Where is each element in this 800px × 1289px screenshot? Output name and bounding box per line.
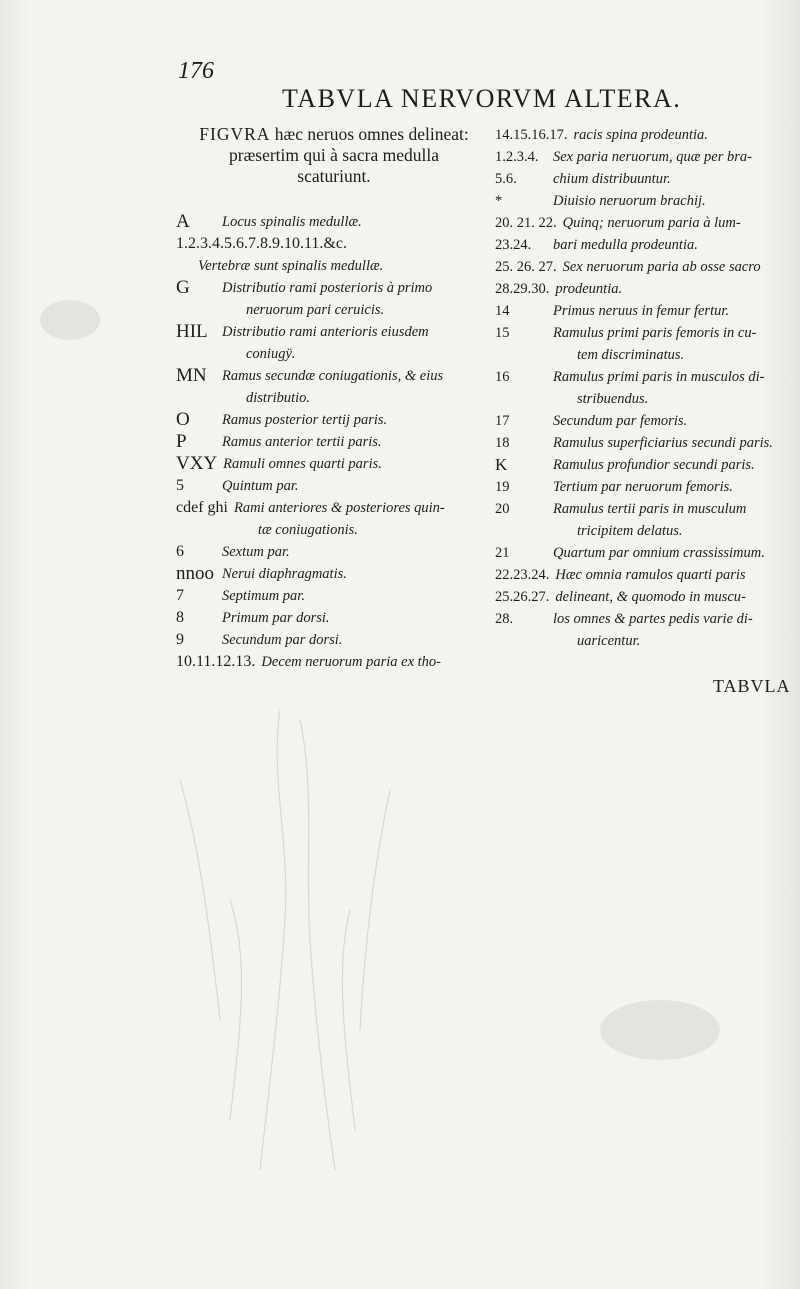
legend-key: 28.29.30. [495, 281, 550, 297]
legend-entry [176, 541, 492, 563]
legend-key: 5 [176, 477, 184, 494]
legend-text-line: Sextum par. [222, 544, 290, 560]
legend-key: 9 [176, 631, 184, 648]
legend-text-line: Ramus secundæ coniugationis, & eius [222, 368, 444, 384]
legend-key: G [176, 277, 190, 298]
legend-entry [495, 322, 790, 366]
legend-key: A [176, 211, 190, 232]
legend-text-line: Ramulus superficiarius secundi paris. [553, 435, 773, 451]
legend-entry [176, 497, 492, 541]
legend-entry [176, 475, 492, 497]
legend-text-line: Diuisio neruorum brachij. [553, 193, 706, 209]
legend-entry [495, 454, 790, 476]
legend-key: 1.2.3.4. [495, 149, 539, 165]
running-head: TABVLA NERVORVM ALTERA. [282, 84, 682, 113]
left-legend-list [176, 211, 492, 673]
legend-entry [495, 278, 790, 300]
intro-first-word: FIGVRA [199, 124, 271, 144]
legend-text-line: neruorum pari ceruicis. [246, 302, 385, 318]
legend-text [553, 366, 790, 410]
legend-entry [495, 608, 790, 652]
legend-text [222, 277, 492, 321]
legend-text [553, 476, 790, 498]
legend-key: 22.23.24. [495, 567, 550, 583]
legend-entry [495, 410, 790, 432]
legend-key: VXY [176, 453, 218, 474]
legend-key: 10.11.12.13. [176, 653, 256, 670]
legend-text [555, 278, 790, 300]
legend-text-line: tem discriminatus. [577, 347, 685, 363]
legend-text [222, 409, 492, 431]
legend-key: nnoo [176, 563, 214, 584]
legend-text-line: delineant, & quomodo in muscu- [555, 589, 746, 605]
legend-entry [176, 233, 492, 255]
legend-text [553, 300, 790, 322]
legend-text-line: Ramus anterior tertii paris. [222, 434, 382, 450]
legend-key: 21 [495, 545, 510, 561]
legend-text [553, 168, 790, 190]
legend-text [222, 211, 492, 233]
legend-key: 18 [495, 435, 510, 451]
legend-text [553, 542, 790, 564]
legend-key: 5.6. [495, 171, 517, 187]
legend-key: 23.24. [495, 237, 532, 253]
legend-text [553, 608, 790, 652]
legend-text [222, 475, 492, 497]
legend-key: 20 [495, 501, 510, 517]
legend-text [176, 255, 492, 277]
legend-entry [495, 256, 790, 278]
legend-key: 15 [495, 325, 510, 341]
legend-text [553, 410, 790, 432]
legend-text-line: Primus neruus in femur fertur. [553, 303, 730, 319]
legend-text-line: Nerui diaphragmatis. [222, 566, 347, 582]
legend-key: 7 [176, 587, 184, 604]
legend-text [563, 212, 790, 234]
legend-text-line: tæ coniugationis. [257, 522, 358, 538]
page-number: 176 [178, 58, 214, 84]
legend-key: 25. 26. 27. [495, 259, 557, 275]
legend-entry [176, 629, 492, 651]
left-column [176, 124, 492, 673]
legend-text-line: Quinq; neruorum paria à lum- [562, 215, 741, 231]
legend-text-line: Ramus posterior tertij paris. [222, 412, 388, 428]
legend-entry [495, 146, 790, 168]
legend-entry [495, 586, 790, 608]
legend-text-line: Vertebræ sunt spinalis medullæ. [198, 258, 384, 274]
right-legend-list [495, 124, 790, 652]
legend-text [574, 124, 791, 146]
legend-entry [176, 255, 492, 277]
legend-text [553, 454, 790, 476]
legend-text [553, 498, 790, 542]
legend-text [222, 321, 492, 365]
legend-entry [495, 168, 790, 190]
legend-text [553, 146, 790, 168]
legend-text-line: Quartum par omnium crassissimum. [553, 545, 765, 561]
show-through-figure [120, 700, 450, 1180]
legend-text [222, 541, 492, 563]
legend-entry [176, 409, 492, 431]
legend-text-line: Distributio rami posterioris à primo [222, 280, 433, 296]
legend-text-line: Primum par dorsi. [222, 610, 330, 626]
legend-key: 28. [495, 611, 514, 627]
legend-key: 14 [495, 303, 510, 319]
legend-text [222, 607, 492, 629]
legend-entry [176, 277, 492, 321]
legend-entry [495, 498, 790, 542]
legend-entry [176, 607, 492, 629]
legend-entry [176, 211, 492, 233]
legend-key: MN [176, 365, 207, 386]
legend-text [222, 585, 492, 607]
legend-text-line: chium distribuuntur. [553, 171, 671, 187]
legend-text-line: distributio. [246, 390, 311, 406]
legend-text-line: Ramulus primi paris in musculos di- [553, 369, 765, 385]
legend-text [234, 497, 492, 541]
right-column [495, 124, 790, 652]
legend-text-line: Decem neruorum paria ex tho- [261, 654, 441, 670]
legend-key: 20. 21. 22. [495, 215, 557, 231]
catchword: TABVLA [713, 676, 791, 696]
legend-key: O [176, 409, 190, 430]
legend-entry [176, 585, 492, 607]
legend-text-line: coniugÿ. [246, 346, 296, 362]
legend-text-line: tricipitem delatus. [577, 523, 683, 539]
legend-entry [495, 366, 790, 410]
legend-text-line: racis spina prodeuntia. [573, 127, 708, 143]
legend-text-line: Ramulus primi paris femoris in cu- [553, 325, 757, 341]
legend-text [222, 629, 492, 651]
legend-text-line: Ramulus profundior secundi paris. [553, 457, 755, 473]
legend-text-line: Locus spinalis medullæ. [222, 214, 362, 230]
legend-text [553, 190, 790, 212]
legend-entry [176, 453, 492, 475]
legend-key: K [495, 455, 508, 474]
legend-text-line: Secundum par femoris. [553, 413, 688, 429]
legend-text-line: Distributio rami anterioris eiusdem [222, 324, 429, 340]
legend-entry [495, 542, 790, 564]
legend-text-line: stribuendus. [577, 391, 649, 407]
legend-entry [176, 431, 492, 453]
legend-key: cdef ghi [176, 499, 228, 516]
legend-key: 19 [495, 479, 510, 495]
legend-text-line: Sex neruorum paria ab osse sacro [562, 259, 761, 275]
legend-entry [495, 190, 790, 212]
legend-key: 14.15.16.17. [495, 127, 568, 143]
legend-entry [495, 300, 790, 322]
legend-text [261, 651, 492, 673]
legend-entry [176, 321, 492, 365]
legend-text [222, 563, 492, 585]
legend-key: P [176, 431, 187, 452]
intro-line: hæc neruos omnes delineat: [274, 124, 469, 144]
legend-text [223, 453, 492, 475]
legend-text [553, 432, 790, 454]
legend-entry [495, 124, 790, 146]
legend-text [563, 256, 790, 278]
legend-text [553, 322, 790, 366]
paper-stain [600, 1000, 720, 1060]
legend-text [222, 431, 492, 453]
legend-entry [176, 563, 492, 585]
legend-key: 8 [176, 609, 184, 626]
legend-entry [495, 564, 790, 586]
legend-entry [495, 476, 790, 498]
legend-entry [495, 212, 790, 234]
legend-text [555, 564, 790, 586]
legend-text-line: bari medulla prodeuntia. [553, 237, 698, 253]
legend-entry [495, 432, 790, 454]
legend-key: * [495, 193, 503, 209]
legend-key: 16 [495, 369, 510, 385]
legend-entry [495, 234, 790, 256]
legend-text-line: Ramuli omnes quarti paris. [223, 456, 382, 472]
legend-entry [176, 365, 492, 409]
legend-text [555, 586, 790, 608]
legend-text-line: Quintum par. [222, 478, 299, 494]
legend-text [222, 365, 492, 409]
legend-key: 17 [495, 413, 510, 429]
legend-text-line: Ramulus tertii paris in musculum [553, 501, 747, 517]
legend-text-line: Hæc omnia ramulos quarti paris [555, 567, 746, 583]
legend-text-line: los omnes & partes pedis varie di- [553, 611, 753, 627]
legend-text-line: Sex paria neruorum, quæ per bra- [553, 149, 752, 165]
legend-key: 25.26.27. [495, 589, 550, 605]
legend-text-line: Secundum par dorsi. [222, 632, 343, 648]
legend-text-line: Rami anteriores & posteriores quin- [233, 500, 445, 516]
legend-text-line: Septimum par. [222, 588, 305, 604]
legend-text-line: uaricentur. [577, 633, 641, 649]
legend-key: HIL [176, 321, 208, 342]
legend-entry [176, 651, 492, 673]
figure-intro [176, 124, 492, 187]
intro-line: scaturiunt. [297, 166, 371, 186]
legend-key: 6 [176, 543, 184, 560]
intro-line: præsertim qui à sacra medulla [229, 145, 439, 165]
paper-stain [40, 300, 100, 340]
legend-text [553, 234, 790, 256]
legend-text-line: Tertium par neruorum femoris. [553, 479, 733, 495]
legend-text-line: prodeuntia. [555, 281, 623, 297]
legend-key: 1.2.3.4.5.6.7.8.9.10.11.&c. [176, 235, 347, 252]
